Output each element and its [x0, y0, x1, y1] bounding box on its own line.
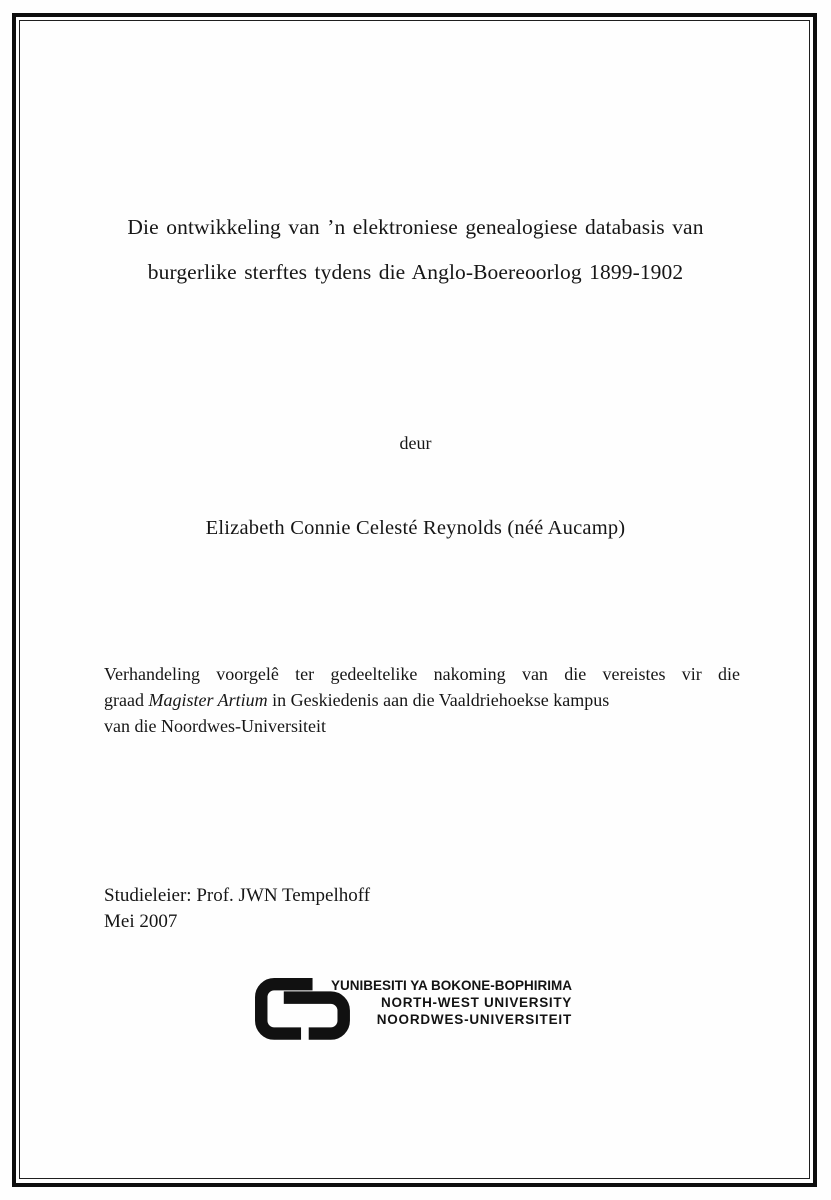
submission-line2	[104, 687, 740, 713]
page-border-outer	[12, 13, 817, 1187]
byline-label: deur	[399, 433, 432, 453]
degree-name-italic: Magister Artium	[148, 690, 268, 710]
submission-statement	[104, 661, 740, 739]
logo-text-setswana: YUNIBESITI YA BOKONE-BOPHIRIMA	[330, 978, 572, 993]
submission-line1: Verhandeling voorgelê ter gedeeltelike nakoming van die vereistes vir die	[104, 664, 740, 684]
submission-line2-prefix: graad	[104, 690, 149, 710]
university-logo-text	[300, 977, 572, 1028]
logo-text-english: NORTH-WEST UNIVERSITY	[381, 995, 572, 1010]
nwu-logo-mark-icon	[254, 977, 350, 1047]
submission-line2-suffix: in Geskiedenis aan die Vaaldriehoekse kampus	[267, 690, 610, 710]
author-name: Elizabeth Connie Celesté Reynolds (néé Aucamp)	[205, 517, 626, 539]
supervisor-line: Studieleier: Prof. JWN Tempelhoff	[104, 885, 371, 906]
date-line: Mei 2007	[104, 911, 178, 932]
page-border-inner	[19, 20, 810, 1179]
thesis-title-line1: Die ontwikkeling van ’n elektroniese genealogiese databasis van	[127, 215, 704, 239]
submission-line3: van die Noordwes-Universiteit	[104, 716, 326, 736]
supervisor-block	[104, 883, 370, 935]
logo-text-afrikaans: NOORDWES-UNIVERSITEIT	[376, 1012, 572, 1027]
thesis-title	[93, 205, 738, 295]
thesis-title-line2: burgerlike sterftes tydens die Anglo-Boereoorlog 1899-1902	[147, 260, 684, 284]
